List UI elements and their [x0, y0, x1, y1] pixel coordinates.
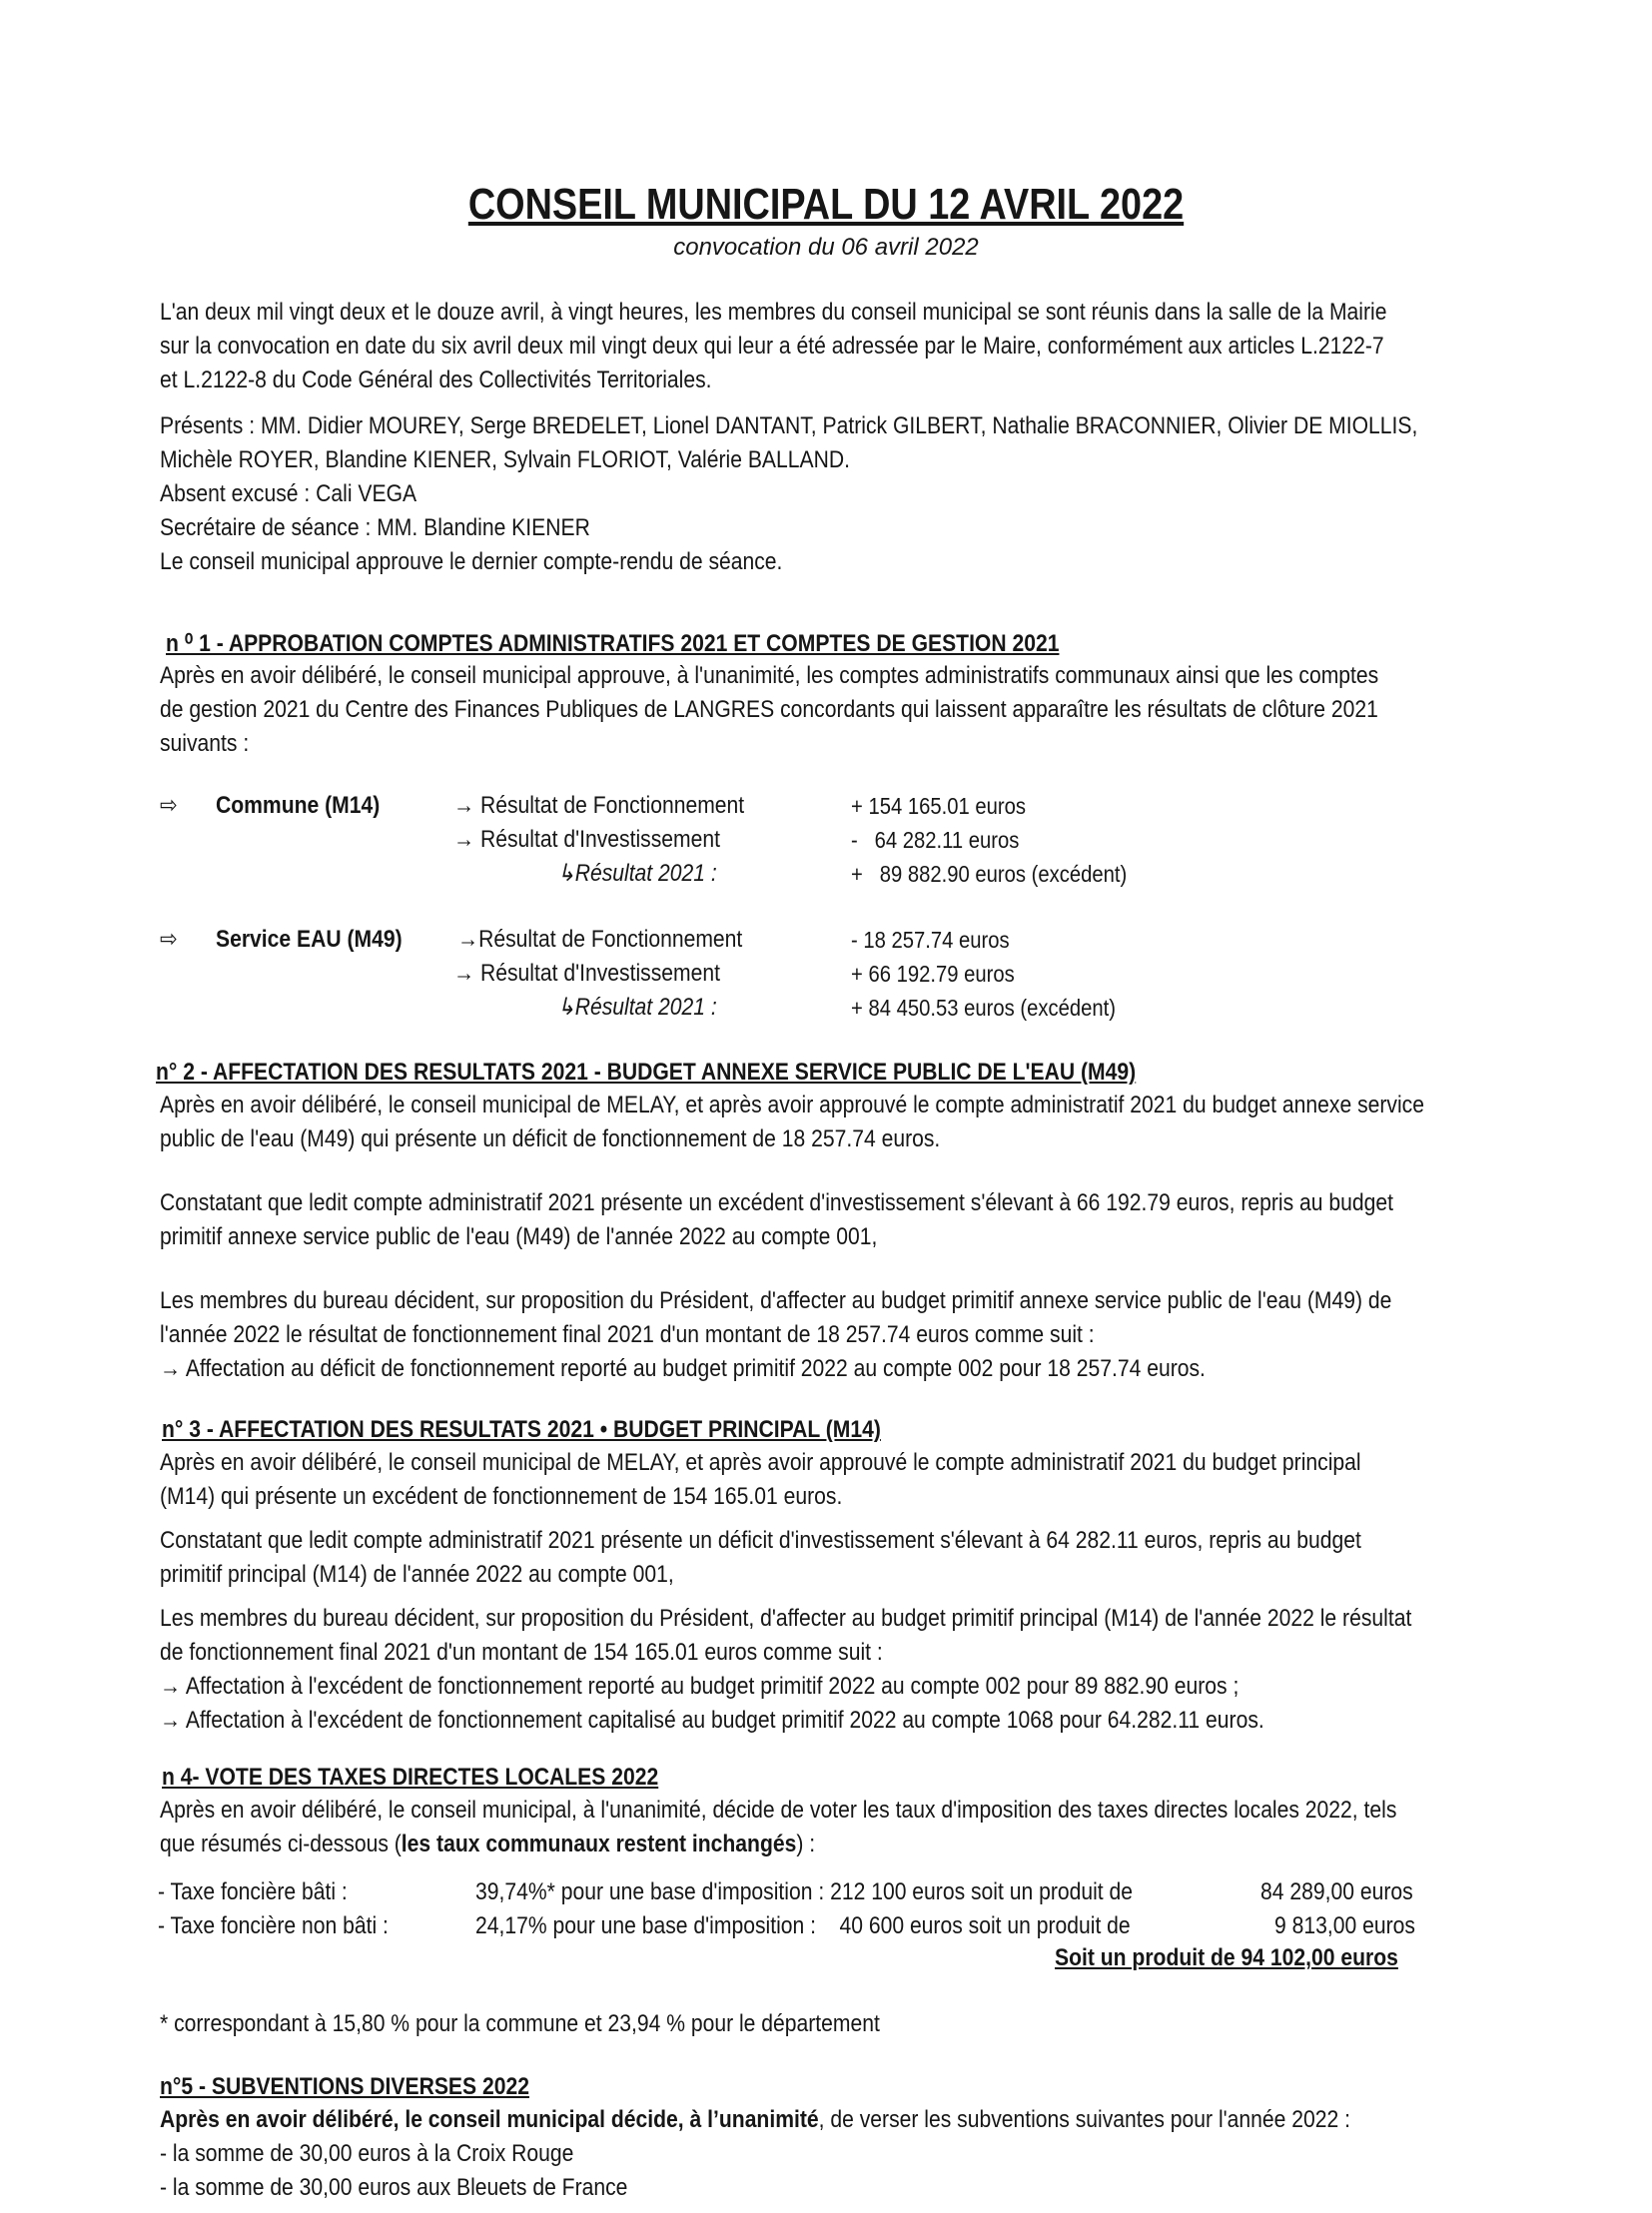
commune-fonctionnement-label: → Résultat de Fonctionnement	[453, 792, 745, 819]
section-3-line: → Affectation à l'excédent de fonctionnement capitalisé au budget primitif 2022 au compte 1068 pour 64.282.11 euros.	[160, 1707, 1264, 1734]
commune-fonctionnement-value: + 154 165.01 euros	[851, 793, 1026, 819]
subsidy-item: - la somme de 30,00 euros aux Bleuets de France	[160, 2174, 628, 2201]
bold-text-span: les taux communaux restent inchangés	[401, 1831, 797, 1857]
section-2-line: Constatant que ledit compte administratif 2021 présente un excédent d'investissement s'élevant à 66 192.79 euros, repris au budget	[160, 1189, 1393, 1216]
commune-label: Commune (M14)	[216, 792, 381, 819]
section-3-line: primitif principal (M14) de l'année 2022 au compte 001,	[160, 1561, 674, 1588]
section-2-paragraph-3	[160, 1284, 1652, 1386]
section-3-line: (M14) qui présente un excédent de fonctionnement de 154 165.01 euros.	[160, 1483, 843, 1510]
section-1-line: suivants :	[160, 730, 250, 757]
tax-1-value: 84 289,00 euros	[1260, 1878, 1413, 1905]
section-1-line: de gestion 2021 du Centre des Finances Publiques de LANGRES concordants qui laissent apparaître les résultats de clôture 2021	[160, 696, 1378, 723]
tax-1-label: - Taxe foncière bâti :	[158, 1878, 348, 1905]
commune-investissement-value: - 64 282.11 euros	[851, 827, 1020, 853]
intro-line: L'an deux mil vingt deux et le douze avril, à vingt heures, les membres du conseil municipal se sont réunis dans la salle de la Mairie	[160, 299, 1387, 326]
section-2-heading: n° 2 - AFFECTATION DES RESULTATS 2021 - BUDGET ANNEXE SERVICE PUBLIC DE L'EAU (M49)	[156, 1059, 1137, 1086]
eau-investissement-label: → Résultat d'Investissement	[453, 960, 720, 987]
section-5-line	[160, 2103, 1652, 2137]
section-3-line: → Affectation à l'excédent de fonctionnement reporté au budget primitif 2022 au compte 002 pour 89 882.90 euros ;	[160, 1673, 1239, 1700]
attendance-block	[160, 409, 1652, 579]
eau-investissement-value: + 66 192.79 euros	[851, 961, 1015, 987]
text-span: ) :	[796, 1831, 816, 1857]
presents-line: Présents : MM. Didier MOUREY, Serge BREDELET, Lionel DANTANT, Patrick GILBERT, Nathalie BRACONNIER, Olivier DE MIOLLIS,	[160, 412, 1418, 439]
commune-investissement-label: → Résultat d'Investissement	[453, 826, 720, 853]
arrow-right-icon: ⇨	[160, 792, 178, 819]
approval-line: Le conseil municipal approuve le dernier compte-rendu de séance.	[160, 548, 783, 575]
arrow-right-icon: ⇨	[160, 926, 178, 953]
tax-footnote: * correspondant à 15,80 % pour la commune et 23,94 % pour le département	[160, 2010, 880, 2037]
intro-line: sur la convocation en date du six avril deux mil vingt deux qui leur a été adressée par le Maire, conformément aux articles L.2122-7	[160, 333, 1384, 360]
section-2-line: l'année 2022 le résultat de fonctionnement final 2021 d'un montant de 18 257.74 euros comme suit :	[160, 1321, 1095, 1348]
section-3-line: de fonctionnement final 2021 d'un montant de 154 165.01 euros comme suit :	[160, 1639, 883, 1666]
section-3-line: Constatant que ledit compte administratif 2021 présente un déficit d'investissement s'élevant à 64 282.11 euros, repris au budget	[160, 1527, 1361, 1554]
tax-2-value: 9 813,00 euros	[1274, 1912, 1415, 1939]
section-3-paragraph-1	[160, 1446, 1652, 1514]
section-3-line: Après en avoir délibéré, le conseil municipal de MELAY, et après avoir approuvé le compte administratif 2021 du budget principal	[160, 1449, 1361, 1476]
text-span: que résumés ci-dessous (	[160, 1831, 402, 1857]
section-2-paragraph-1	[160, 1089, 1652, 1156]
presents-line: Michèle ROYER, Blandine KIENER, Sylvain FLORIOT, Valérie BALLAND.	[160, 446, 850, 473]
eau-label: Service EAU (M49)	[216, 926, 403, 953]
eau-fonctionnement-value: - 18 257.74 euros	[851, 927, 1010, 953]
tax-2-label: - Taxe foncière non bâti :	[158, 1912, 389, 1939]
section-1-heading: n ⁰ 1 - APPROBATION COMPTES ADMINISTRATIFS 2021 ET COMPTES DE GESTION 2021	[166, 630, 1060, 657]
text-span: , de verser les subventions suivantes pour l'année 2022 :	[818, 2106, 1351, 2133]
section-4-paragraph	[160, 1794, 1652, 1861]
intro-paragraph	[160, 296, 1652, 397]
eau-resultat-label: ↳Résultat 2021 :	[557, 994, 717, 1021]
section-3-paragraph-3	[160, 1602, 1652, 1738]
section-4-line: Après en avoir délibéré, le conseil municipal, à l'unanimité, décide de voter les taux d'imposition des taxes directes locales 2022, tels	[160, 1797, 1397, 1824]
section-2-paragraph-2	[160, 1186, 1652, 1254]
page-subtitle: convocation du 06 avril 2022	[673, 234, 979, 261]
section-2-line: → Affectation au déficit de fonctionnement reporté au budget primitif 2022 au compte 002 pour 18 257.74 euros.	[160, 1355, 1206, 1382]
tax-2-description: 24,17% pour une base d'imposition : 40 600 euros soit un produit de	[475, 1912, 1131, 1939]
section-1-line: Après en avoir délibéré, le conseil municipal approuve, à l'unanimité, les comptes administratifs communaux ainsi que les comptes	[160, 662, 1379, 689]
commune-resultat-label: ↳Résultat 2021 :	[557, 860, 717, 887]
section-3-paragraph-2	[160, 1524, 1652, 1592]
secretary-line: Secrétaire de séance : MM. Blandine KIENER	[160, 514, 590, 541]
bold-text-span: Après en avoir délibéré, le conseil municipal décide, à l’unanimité	[160, 2106, 819, 2133]
tax-total: Soit un produit de 94 102,00 euros	[1055, 1944, 1398, 1971]
section-5-paragraph	[160, 2103, 1652, 2205]
tax-1-description: 39,74%* pour une base d'imposition : 212 100 euros soit un produit de	[475, 1878, 1134, 1905]
eau-fonctionnement-label: →Résultat de Fonctionnement	[457, 926, 743, 953]
section-3-line: Les membres du bureau décident, sur proposition du Président, d'affecter au budget primitif principal (M14) de l'année 2022 le résultat	[160, 1605, 1412, 1632]
section-4-heading: n 4- VOTE DES TAXES DIRECTES LOCALES 2022	[162, 1764, 659, 1791]
commune-resultat-value: + 89 882.90 euros (excédent)	[851, 861, 1128, 887]
section-2-line: Les membres du bureau décident, sur proposition du Président, d'affecter au budget primitif annexe service public de l'eau (M49) de	[160, 1287, 1392, 1314]
section-3-heading: n° 3 - AFFECTATION DES RESULTATS 2021 • BUDGET PRINCIPAL (M14)	[162, 1416, 881, 1443]
absent-line: Absent excusé : Cali VEGA	[160, 480, 417, 507]
page-title: CONSEIL MUNICIPAL DU 12 AVRIL 2022	[467, 180, 1185, 229]
subsidy-item: - la somme de 30,00 euros à la Croix Rouge	[160, 2140, 574, 2167]
eau-resultat-value: + 84 450.53 euros (excédent)	[851, 995, 1116, 1021]
section-2-line: primitif annexe service public de l'eau (M49) de l'année 2022 au compte 001,	[160, 1223, 878, 1250]
section-5-heading: n°5 - SUBVENTIONS DIVERSES 2022	[160, 2073, 529, 2100]
section-4-line	[160, 1828, 1652, 1861]
intro-line: et L.2122-8 du Code Général des Collectivités Territoriales.	[160, 367, 712, 393]
section-1-paragraph	[160, 659, 1652, 761]
section-2-line: public de l'eau (M49) qui présente un déficit de fonctionnement de 18 257.74 euros.	[160, 1125, 941, 1152]
section-2-line: Après en avoir délibéré, le conseil municipal de MELAY, et après avoir approuvé le compte administratif 2021 du budget annexe service	[160, 1092, 1424, 1118]
